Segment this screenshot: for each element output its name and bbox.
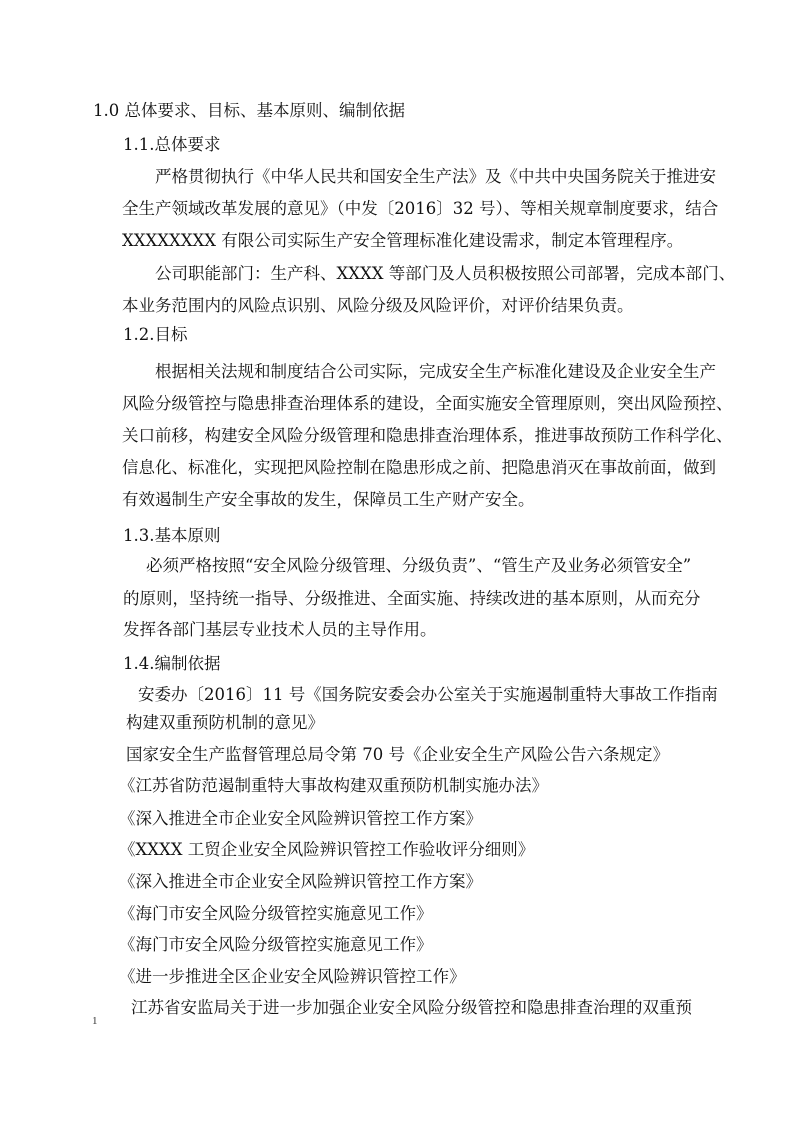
section-title-1-2: 1.2.目标 <box>123 325 188 344</box>
reference-item: 构建双重预防机制的意见》 <box>126 713 324 732</box>
paragraph-line: 本业务范围内的风险点识别、风险分级及风险评价，对评价结果负责。 <box>122 296 634 315</box>
reference-item: 《深入推进全市企业安全风险辨识管控工作方案》 <box>119 872 482 891</box>
paragraph-line: 有效遏制生产安全事故的发生，保障员工生产财产安全。 <box>122 490 535 509</box>
paragraph-line: 风险分级管控与隐患排查治理体系的建设，全面实施安全管理原则，突出风险预控、 <box>122 394 733 413</box>
paragraph-line: 信息化、标准化，实现把风险控制在隐患形成之前、把隐患消灭在事故前面，做到 <box>122 458 716 477</box>
paragraph-line: 发挥各部门基层专业技术人员的主导作用。 <box>123 620 437 639</box>
reference-item: 江苏省安监局关于进一步加强企业安全风险分级管控和隐患排查治理的双重预 <box>131 998 692 1017</box>
paragraph-line: 严格贯彻执行《中华人民共和国安全生产法》及《中共中央国务院关于推进安 <box>155 167 716 186</box>
paragraph-line: 全生产领域改革发展的意见》（中发〔2016〕32 号）、等相关规章制度要求，结合 <box>122 199 719 218</box>
section-title-1-3: 1.3.基本原则 <box>123 526 221 545</box>
reference-item: 《海门市安全风险分级管控实施意见工作》 <box>119 935 433 954</box>
section-title-1-4: 1.4.编制依据 <box>123 654 221 673</box>
reference-item: 《进一步推进全区企业安全风险辨识管控工作》 <box>119 967 466 986</box>
paragraph-line: XXXXXXXX 有限公司实际生产安全管理标准化建设需求，制定本管理程序。 <box>122 231 684 250</box>
reference-item: 《海门市安全风险分级管控实施意见工作》 <box>119 904 433 923</box>
paragraph-line: 关口前移，构建安全风险分级管理和隐患排查治理体系，推进事故预防工作科学化、 <box>122 426 733 445</box>
paragraph-line: 根据相关法规和制度结合公司实际，完成安全生产标准化建设及企业安全生产 <box>155 362 716 381</box>
page-number: 1 <box>92 1015 98 1027</box>
reference-item: 《深入推进全市企业安全风险辨识管控工作方案》 <box>119 809 482 828</box>
reference-item: 《江苏省防范遏制重特大事故构建双重预防机制实施办法》 <box>119 776 548 795</box>
paragraph-line: 的原则，坚持统一指导、分级推进、全面实施、持续改进的基本原则，从而充分 <box>123 589 701 608</box>
reference-item: 《XXXX 工贸企业安全风险辨识管控工作验收评分细则》 <box>119 840 535 859</box>
paragraph-line: 公司职能部门：生产科、XXXX 等部门及人员积极按照公司部署，完成本部门、 <box>155 264 736 283</box>
reference-item: 安委办〔2016〕11 号《国务院安委会办公室关于实施遏制重特大事故工作指南 <box>138 685 718 704</box>
reference-item: 国家安全生产监督管理总局令第 70 号《企业安全生产风险公告六条规定》 <box>126 745 669 764</box>
main-heading: 1.0 总体要求、目标、基本原则、编制依据 <box>93 101 405 120</box>
paragraph-line: 必须严格按照“安全风险分级管理、分级负责”、“管生产及业务必须管安全” <box>146 556 692 575</box>
section-title-1-1: 1.1.总体要求 <box>123 135 221 154</box>
